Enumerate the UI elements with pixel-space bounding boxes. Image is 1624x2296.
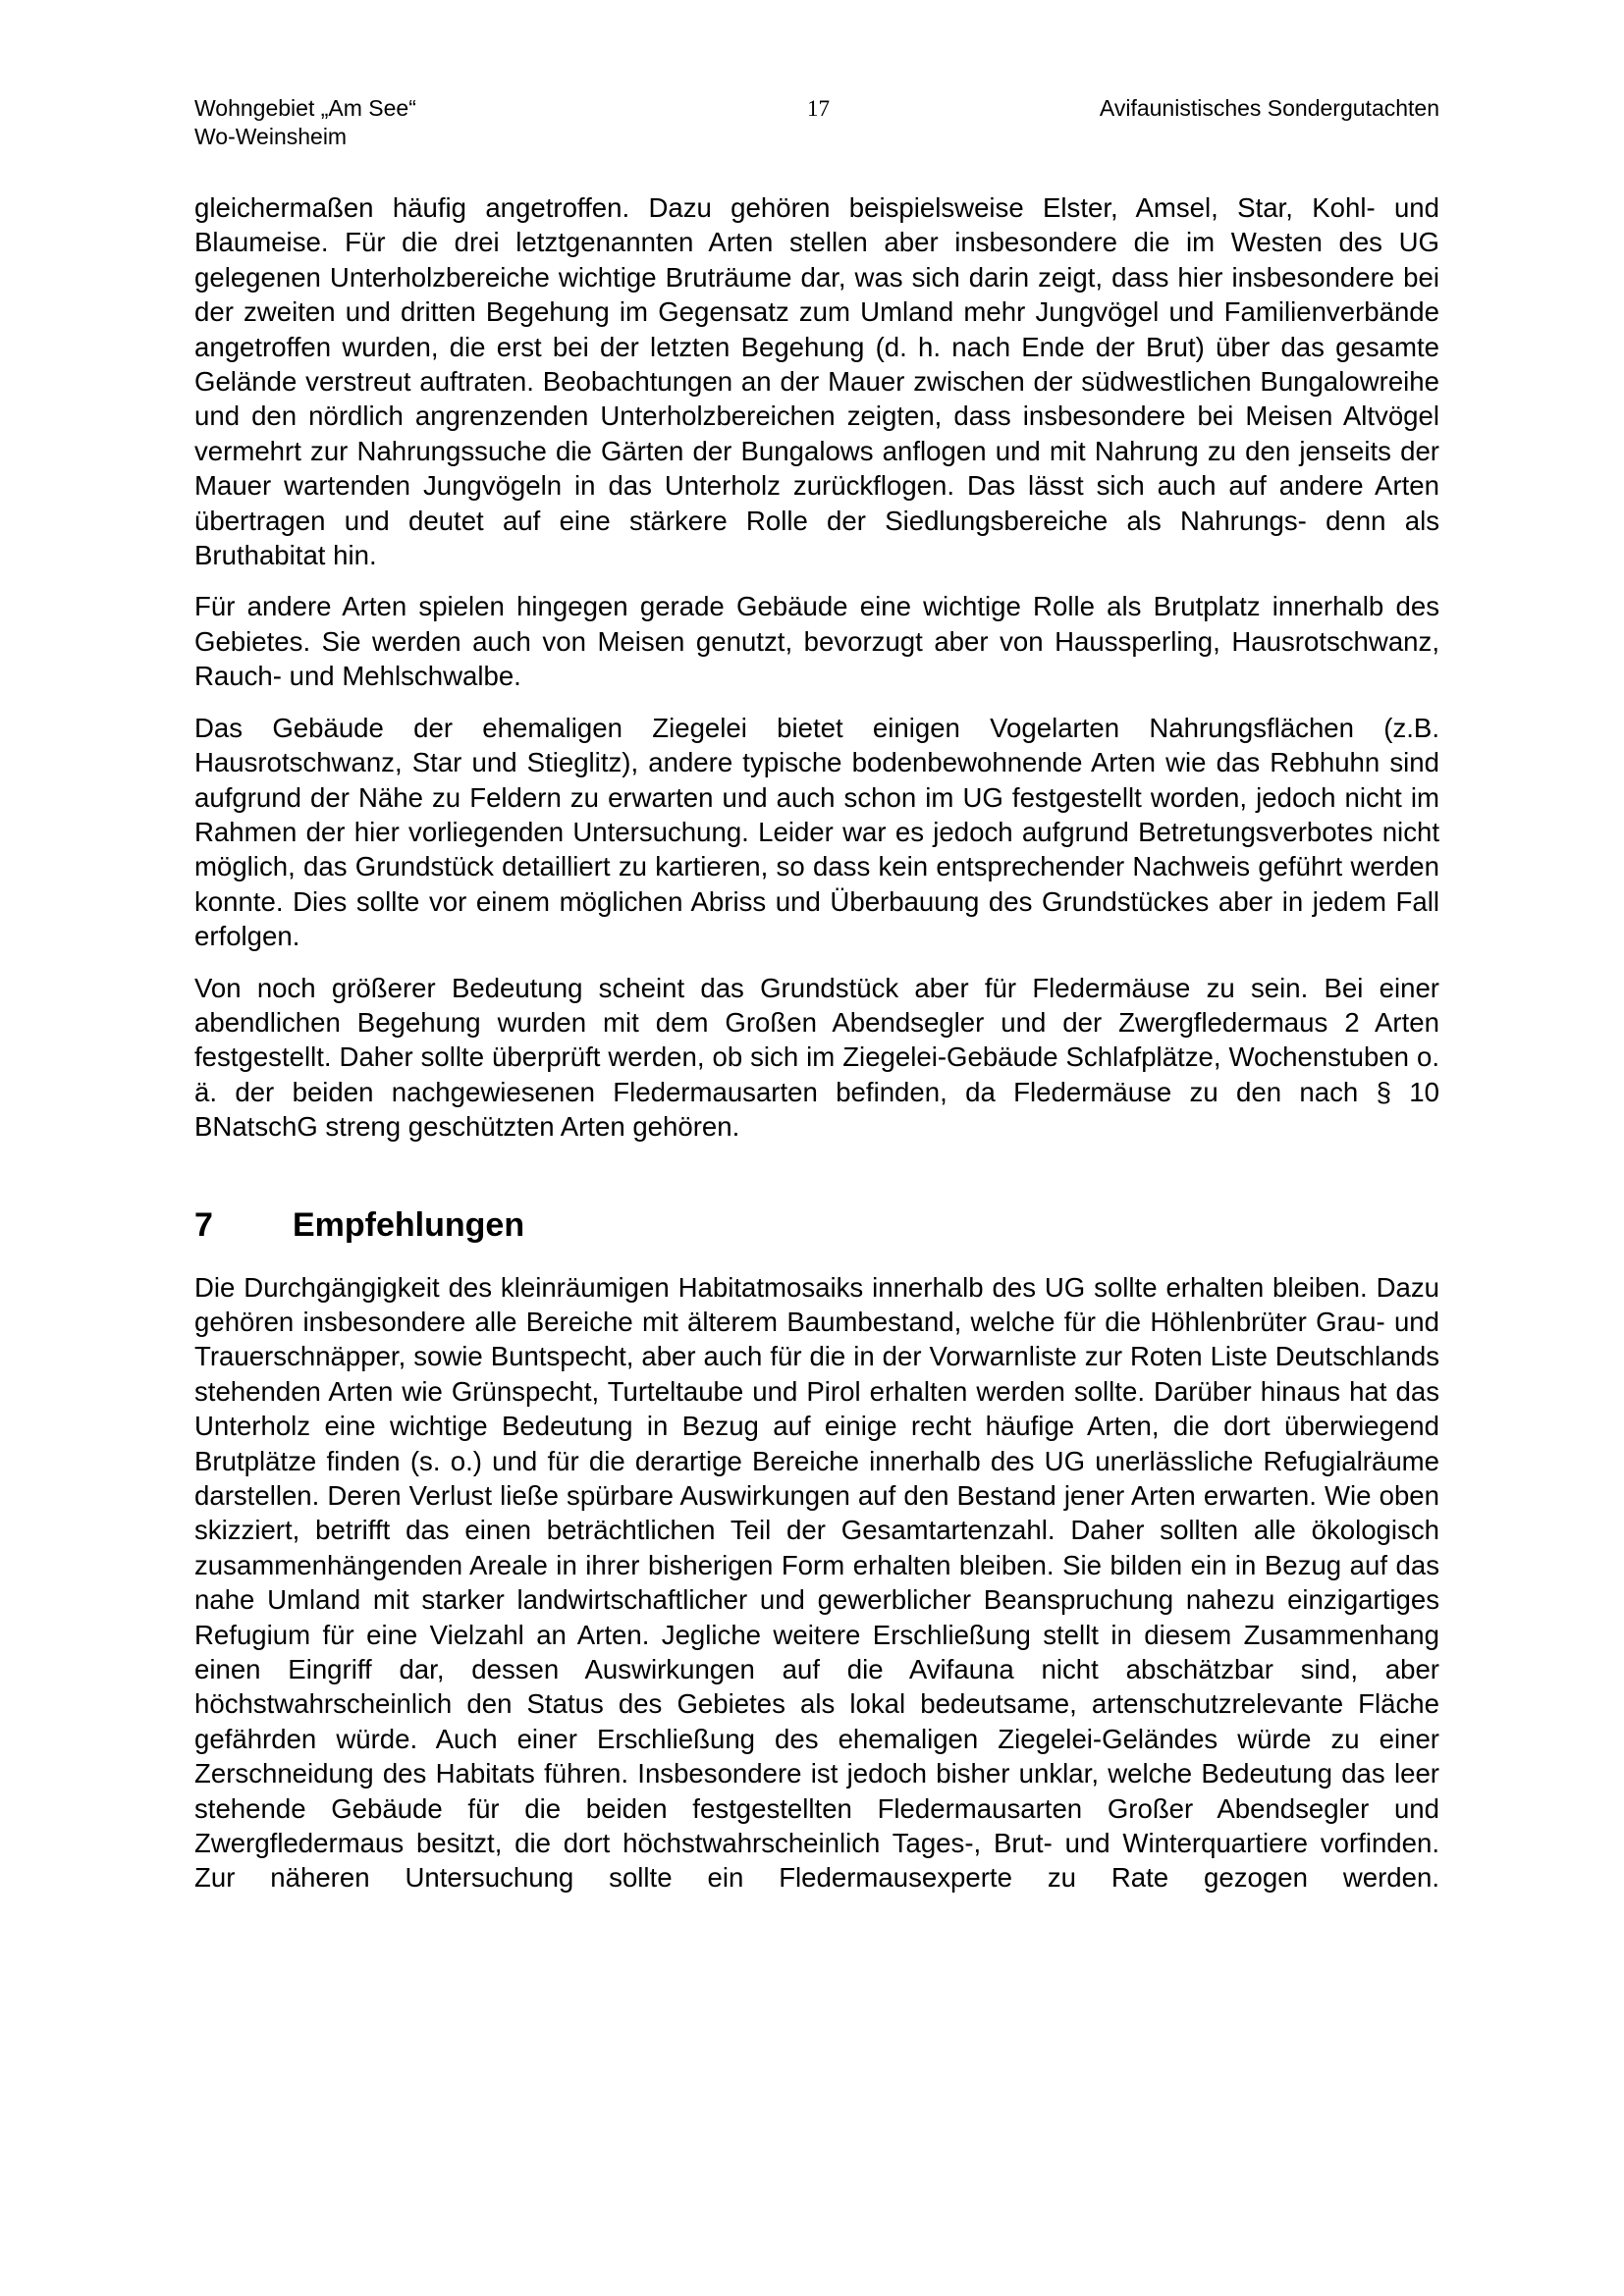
- header-project: [194, 94, 416, 151]
- page-header: [194, 94, 1439, 163]
- body-paragraph: Die Durchgängigkeit des kleinräumigen Habitatmosaiks innerhalb des UG sollte erhalten bleiben. Dazu gehören insbesondere alle Bereiche mit älterem Baumbestand, welche für die Höhlenbrüter Grau- und Trauerschnäpper, sowie Buntspecht, aber auch für die in der Vorwarnliste zur Roten Liste Deutschlands stehenden Arten wie Grünspecht, Turteltaube und Pirol erhalten werden sollte. Darüber hinaus hat das Unterholz eine wichtige Bedeutung in Bezug auf einige recht häufige Arten, die dort überwiegend Brutplätze finden (s. o.) und für die derartige Bereiche innerhalb des UG unerlässliche Refugialräume darstellen. Deren Verlust ließe spürbare Auswirkungen auf den Bestand jener Arten erwarten. Wie oben skizziert, betrifft das einen beträchtlichen Teil der Gesamtartenzahl. Daher sollten alle ökologisch zusammenhängenden Areale in ihrer bisherigen Form erhalten bleiben. Sie bilden ein in Bezug auf das nahe Umland mit starker landwirtschaftlicher und gewerblicher Beanspruchung nahezu einzigartiges Refugium für eine Vielzahl an Arten. Jegliche weitere Erschließung stellt in diesem Zusammenhang einen Eingriff dar, dessen Auswirkungen auf die Avifauna nicht abschätzbar sind, aber höchstwahrscheinlich den Status des Gebietes als lokal bedeutsame, artenschutzrelevante Fläche gefährden würde. Auch einer Erschließung des ehemaligen Ziegelei-Geländes würde zu einer Zerschneidung des Habitats führen. Insbesondere ist jedoch bisher unklar, welche Bedeutung das leer stehende Gebäude für die beiden festgestellten Fledermausarten Großer Abendsegler und Zwergfledermaus besitzt, die dort höchstwahrscheinlich Tages-, Brut- und Winterquartiere vorfinden. Zur näheren Untersuchung sollte ein Fledermausexperte zu Rate gezogen werden.: [194, 1271, 1439, 1894]
- header-project-title: Wohngebiet „Am See“: [194, 95, 416, 121]
- header-project-location: Wo-Weinsheim: [194, 124, 348, 149]
- section-number: 7: [194, 1205, 213, 1244]
- section-title: Empfehlungen: [293, 1205, 525, 1244]
- page-content: [194, 190, 1439, 1912]
- body-paragraph: Das Gebäude der ehemaligen Ziegelei bietet einigen Vogelarten Nahrungsflächen (z.B. Hausrotschwanz, Star und Stieglitz), andere typische bodenbewohnende Arten wie das Rebhuhn sind aufgrund der Nähe zu Feldern zu erwarten und auch schon im UG festgestellt worden, jedoch nicht im Rahmen der hier vorliegenden Untersuchung. Leider war es jedoch aufgrund Betretungsverbotes nicht möglich, das Grundstück detailliert zu kartieren, so dass kein entsprechender Nachweis geführt werden konnte. Dies sollte vor einem möglichen Abriss und Überbauung des Grundstückes aber in jedem Fall erfolgen.: [194, 712, 1439, 952]
- body-paragraph: gleichermaßen häufig angetroffen. Dazu gehören beispielsweise Elster, Amsel, Star, Kohl- und Blaumeise. Für die drei letztgenannten Arten stellen aber insbesondere die im Westen des UG gelegenen Unterholzbereiche wichtige Bruträume dar, was sich darin zeigt, dass hier insbesondere bei der zweiten und dritten Begehung im Gegensatz zum Umland mehr Jungvögel und Familienverbände angetroffen wurden, die erst bei der letzten Begehung (d. h. nach Ende der Brut) über das gesamte Gelände verstreut auftraten. Beobachtungen an der Mauer zwischen der südwestlichen Bungalowreihe und den nördlich angrenzenden Unterholzbereichen zeigten, dass insbesondere bei Meisen Altvögel vermehrt zur Nahrungssuche die Gärten der Bungalows anflogen und mit Nahrung zu den jenseits der Mauer wartenden Jungvögeln in das Unterholz zurückflogen. Das lässt sich auch auf andere Arten übertragen und deutet auf eine stärkere Rolle der Siedlungsbereiche als Nahrungs- denn als Bruthabitat hin.: [194, 192, 1439, 571]
- page-number: 17: [807, 96, 830, 121]
- header-document-type: Avifaunistisches Sondergutachten: [1099, 95, 1439, 121]
- body-paragraph: Für andere Arten spielen hingegen gerade Gebäude eine wichtige Rolle als Brutplatz innerhalb des Gebietes. Sie werden auch von Meisen genutzt, bevorzugt aber von Haussperling, Hausrotschwanz, Rauch- und Mehlschwalbe.: [194, 591, 1439, 692]
- body-paragraph: Von noch größerer Bedeutung scheint das Grundstück aber für Fledermäuse zu sein. Bei einer abendlichen Begehung wurden mit dem Großen Abendsegler und der Zwergfledermaus 2 Arten festgestellt. Daher sollte überprüft werden, ob sich im Ziegelei-Gebäude Schlafplätze, Wochenstuben o. ä. der beiden nachgewiesenen Fledermausarten befinden, da Fledermäuse zu den nach § 10 BNatschG streng geschützten Arten gehören.: [194, 972, 1439, 1143]
- section-heading: [194, 1205, 1439, 1245]
